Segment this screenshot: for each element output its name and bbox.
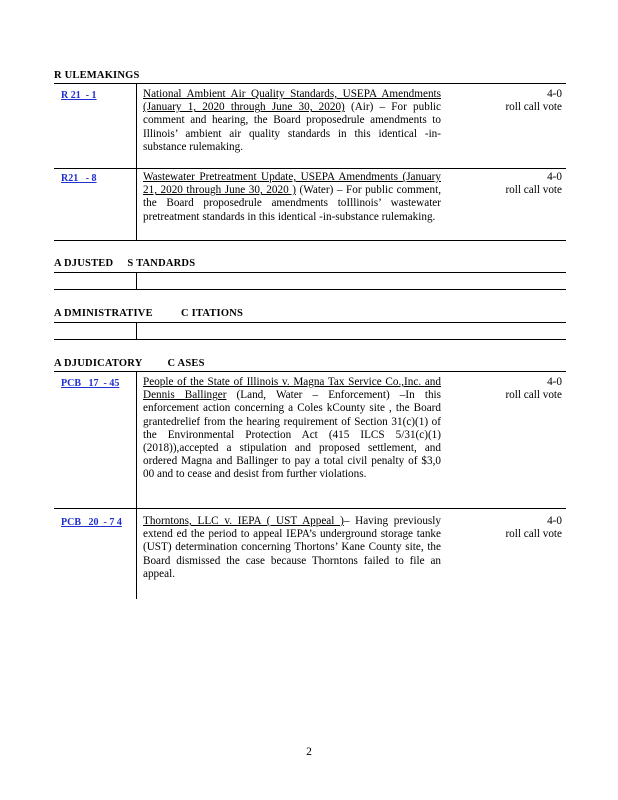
vote-result xyxy=(482,171,562,197)
column-divider xyxy=(136,84,137,240)
section-heading-adjusted-standards: A DJUSTED S TANDARDS xyxy=(54,258,196,269)
section-heading-administrative-citations: A DMINISTRATIVE C ITATIONS xyxy=(54,308,244,319)
entry-title-continued: UST Appeal ) xyxy=(270,515,344,527)
docket-link[interactable]: R 21 - 1 xyxy=(61,90,97,101)
column-divider xyxy=(136,372,137,599)
docket-link[interactable]: R21 - 8 xyxy=(61,173,97,184)
row-divider xyxy=(54,508,566,509)
entry-body: (Land, Water – Enforcement) –In this enforcement action concerning a Coles kCounty site , the Board grantedrelief from the hearing requirement of Section 31(c)(1) of the Environmental Protection Act (415 ILCS 5/31(c)(1) (2018)),accepted a stipulation and proposed settlement, and ordered Magna and Ballinger to pay a total civil penalty of $3,0 00 and to cease and desist from further violations. xyxy=(143,389,441,481)
vote-count: 4-0 xyxy=(547,88,562,100)
vote-count: 4-0 xyxy=(547,515,562,527)
vote-type: roll call vote xyxy=(505,528,562,541)
entry-title: People of the State of Illinois v. Magna Tax Service Co.,Inc. and Dennis Ballinger xyxy=(143,376,441,402)
entry-body: (Air) – For public comment and hearing, the Board proposedrule amendments to Illinois’ ambient air quality standards in this identical -in- substance rulemaking. xyxy=(143,101,441,153)
column-divider xyxy=(136,273,137,289)
vote-type: roll call vote xyxy=(505,389,562,402)
vote-result xyxy=(482,376,562,402)
vote-result xyxy=(482,515,562,541)
row-divider xyxy=(54,240,566,241)
entry-title: Thorntons, LLC v. IEPA ( xyxy=(143,515,271,527)
section-rule xyxy=(54,322,566,323)
docket-link[interactable]: PCB 17 - 45 xyxy=(61,378,120,389)
row-divider xyxy=(54,168,566,169)
vote-count: 4-0 xyxy=(547,376,562,388)
entry-title: Wastewater Pretreatment Update, USEPA Amendments (January 21, 2020 through June 30, 2020 ) xyxy=(143,171,441,197)
section-rule xyxy=(54,272,566,273)
entry-title: National Ambient Air Quality Standards, USEPA Amendments (January 1, 2020 through June 30, 2020) xyxy=(143,88,441,114)
entry-description xyxy=(143,88,441,154)
row-divider xyxy=(54,339,566,340)
section-heading-rulemakings: R ULEMAKINGS xyxy=(54,70,140,81)
entry-body: (Water) – For public comment, the Board proposedrule amendments toIllinois’ wastewater pretreatment standards in this identical -in-substance rulemaking. xyxy=(143,184,441,223)
vote-count: 4-0 xyxy=(547,171,562,183)
section-rule xyxy=(54,83,566,84)
vote-type: roll call vote xyxy=(505,184,562,197)
page-number: 2 xyxy=(306,746,312,758)
section-heading-adjudicatory-cases: A DJUDICATORY C ASES xyxy=(54,358,205,369)
section-rule xyxy=(54,371,566,372)
vote-type: roll call vote xyxy=(505,101,562,114)
row-divider xyxy=(54,289,566,290)
entry-body: – Having previously extend ed the period to appeal IEPA’s underground storage tanke (UST) determination concerning Thortons’ Kane County site, the Board dismissed the case because Thorntons failed to file an appeal. xyxy=(143,515,441,580)
entry-description xyxy=(143,376,441,482)
vote-result xyxy=(482,88,562,114)
docket-link[interactable]: PCB 20 - 7 4 xyxy=(61,517,122,528)
entry-description xyxy=(143,171,441,224)
column-divider xyxy=(136,323,137,339)
entry-description xyxy=(143,515,441,581)
